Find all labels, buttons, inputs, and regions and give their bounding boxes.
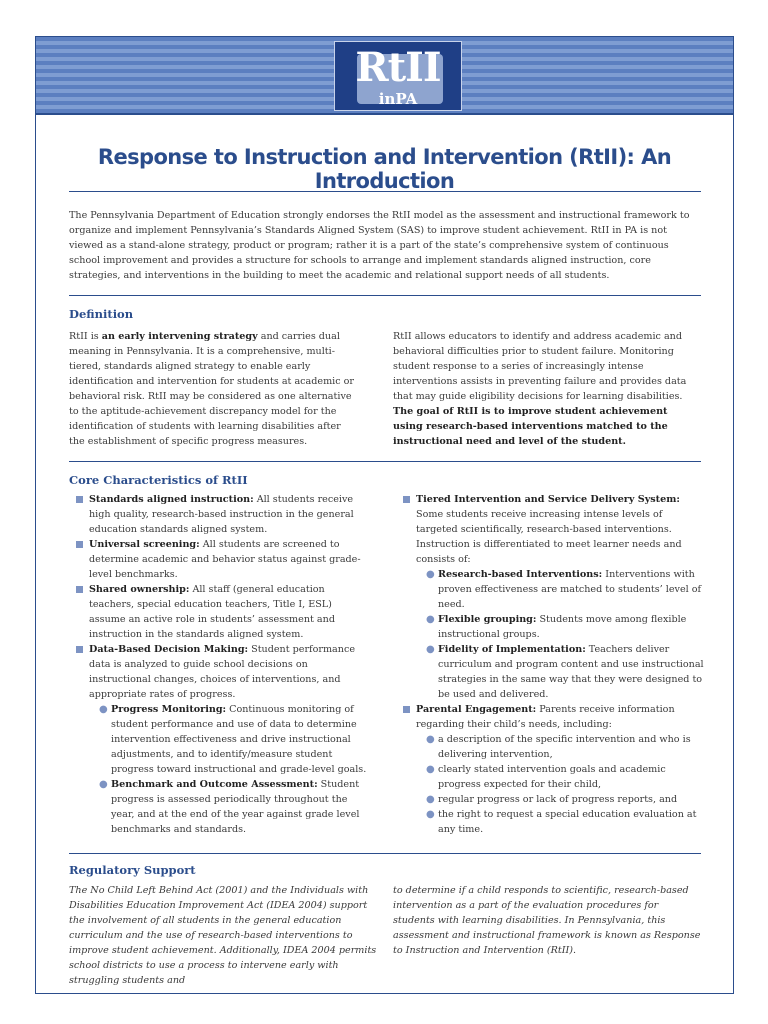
dot-bullet-icon: ● (99, 779, 108, 790)
core-heading: Core Characteristics of RtII (69, 473, 248, 487)
regulatory-left-text: The No Child Left Behind Act (2001) and the Individuals with Disabilities Education Improvement Act (IDEA 2004) support the involvement of all students in the general education curriculum and the use of research-based interventions to improve student achievement. Additionally, IDEA 2004 permits school districts to use a process to intervene early with struggling students and (69, 885, 377, 986)
dot-bullet-icon: ● (426, 614, 435, 625)
goal-statement: The goal of RtII is to improve student achievement using research-based interventions matched to the instructional need and level of the student. (393, 406, 668, 447)
dot-bullet-icon: ● (99, 704, 108, 715)
list-item: Universal screening: All students are screened to determine academic and behavior status against grade-level benchmarks. (69, 537, 369, 582)
rtii-logo (334, 41, 462, 111)
intro-paragraph: The Pennsylvania Department of Education strongly endorses the RtII model as the assessment and instructional framework to organize and implement Pennsylvania’s Standards Aligned System (SAS) to improve student achievement. RtII in PA is not viewed as a stand-alone strategy, product or program; rather it is a part of the state’s comprehensive system of continuous school improvement and provides a structure for schools to arrange and implement standards aligned instruction, core strategies, and interventions in the building to meet the academic and relational support needs of all students. (69, 210, 690, 281)
core-right-column (396, 492, 706, 837)
list-item: ● Flexible grouping: Students move among flexible instructional groups. (426, 614, 687, 640)
header-banner (36, 37, 733, 115)
square-bullet-icon (403, 496, 410, 503)
dot-bullet-icon: ● (426, 734, 435, 745)
list-item: Data-Based Decision Making: Student performance data is analyzed to guide school decisions on instructional changes, choices of interventions, and appropriate rates of progress. ● Progress Monitoring: Continuous monitoring of student performance and use of data to determine intervention effectiveness and drive instructional adjustments, and to identify/measure student progress toward instructional and grade-level goals. ● Benchmark and Outcome Assessment: Student progress is assessed periodically throughout the year, and at the end of the year against grade level benchmarks and standards. (69, 642, 369, 837)
list-item: Shared ownership: All staff (general education teachers, special education teachers, Title I, ESL) assume an active role in students’ assessment and instruction in the standards aligned system. (69, 582, 369, 642)
list-item: ● Progress Monitoring: Continuous monitoring of student performance and use of data to determine intervention effectiveness and drive instructional adjustments, and to identify/measure student progress toward instructional and grade-level goals. (99, 704, 367, 775)
definition-right-text: RtII allows educators to identify and address academic and behavioral difficulties prior to student failure. Monitoring student response to a series of increasingly intense interventions assists in preventing failure and provides data that may guide eligibility decisions for learning disabilities. The goal of RtII is to improve student achievement using research-based interventions matched to the instructional need and level of the student. (393, 331, 687, 447)
list-item: ● regular progress or lack of progress reports, and (426, 794, 678, 805)
divider (69, 853, 701, 854)
square-bullet-icon (76, 541, 83, 548)
divider (69, 295, 701, 296)
dot-bullet-icon: ● (426, 764, 435, 775)
dot-bullet-icon: ● (426, 644, 435, 655)
square-bullet-icon (76, 646, 83, 653)
square-bullet-icon (76, 496, 83, 503)
core-left-column (69, 492, 369, 837)
list-item: ● Research-based Interventions: Interventions with proven effectiveness are matched to students’ level of need. (426, 569, 702, 610)
list-item: Tiered Intervention and Service Delivery System: Some students receive increasing intense levels of targeted scientifically, research-based interventions. Instruction is differentiated to meet learner needs and consists of: ● Research-based Interventions: Interventions with proven effectiveness are matched to students’ level of need. ● Flexible grouping: Students move among flexible instructional groups. ● Fidelity of Implementation: Teachers deliver curriculum and program content and use instructional strategies in the same way that they were designed to be used and delivered. (396, 492, 706, 702)
list-item: Standards aligned instruction: All students receive high quality, research-based instruction in the general education standards aligned system. (69, 492, 369, 537)
divider (69, 461, 701, 462)
dot-bullet-icon: ● (426, 809, 435, 820)
regulatory-right-text: to determine if a child responds to scientific, research-based intervention as a part of the evaluation procedures for students with learning disabilities. In Pennsylvania, this assessment and instructional framework is known as Response to Instruction and Intervention (RtII). (393, 885, 701, 956)
logo-main-text: RtII (355, 44, 441, 91)
list-item: ● a description of the specific intervention and who is delivering intervention, (426, 734, 691, 760)
regulatory-heading: Regulatory Support (69, 863, 196, 877)
list-item: ● the right to request a special education evaluation at any time. (426, 809, 697, 835)
square-bullet-icon (76, 586, 83, 593)
document-page (35, 36, 734, 994)
page-title: Response to Instruction and Intervention (RtII): An Introduction (97, 145, 672, 193)
definition-left-text: RtII is an early intervening strategy and carries dual meaning in Pennsylvania. It is a comprehensive, multi-tiered, standards aligned strategy to enable early identification and intervention for students at academic or behavioral risk. RtII may be considered as one alternative to the aptitude-achievement discrepancy model for the identification of students with learning disabilities after the establishment of specific progress measures. (69, 331, 355, 447)
list-item: ● Fidelity of Implementation: Teachers deliver curriculum and program content and use instructional strategies in the same way that they were designed to be used and delivered. (426, 644, 704, 700)
definition-heading: Definition (69, 307, 134, 321)
list-item: ● Benchmark and Outcome Assessment: Student progress is assessed periodically throughout the year, and at the end of the year against grade level benchmarks and standards. (99, 779, 360, 835)
square-bullet-icon (403, 706, 410, 713)
dot-bullet-icon: ● (426, 794, 435, 805)
logo-sub-text: inPA (378, 90, 418, 108)
list-item: ● clearly stated intervention goals and academic progress expected for their child, (426, 764, 666, 790)
list-item: Parental Engagement: Parents receive information regarding their child’s needs, including: ● a description of the specific intervention and who is delivering intervention, ● clearly stated intervention goals and academic progress expected for their child, ● regular progress or lack of progress reports, and ● the right to request a special education evaluation at any time. (396, 702, 706, 837)
divider (69, 191, 701, 192)
dot-bullet-icon: ● (426, 569, 435, 580)
